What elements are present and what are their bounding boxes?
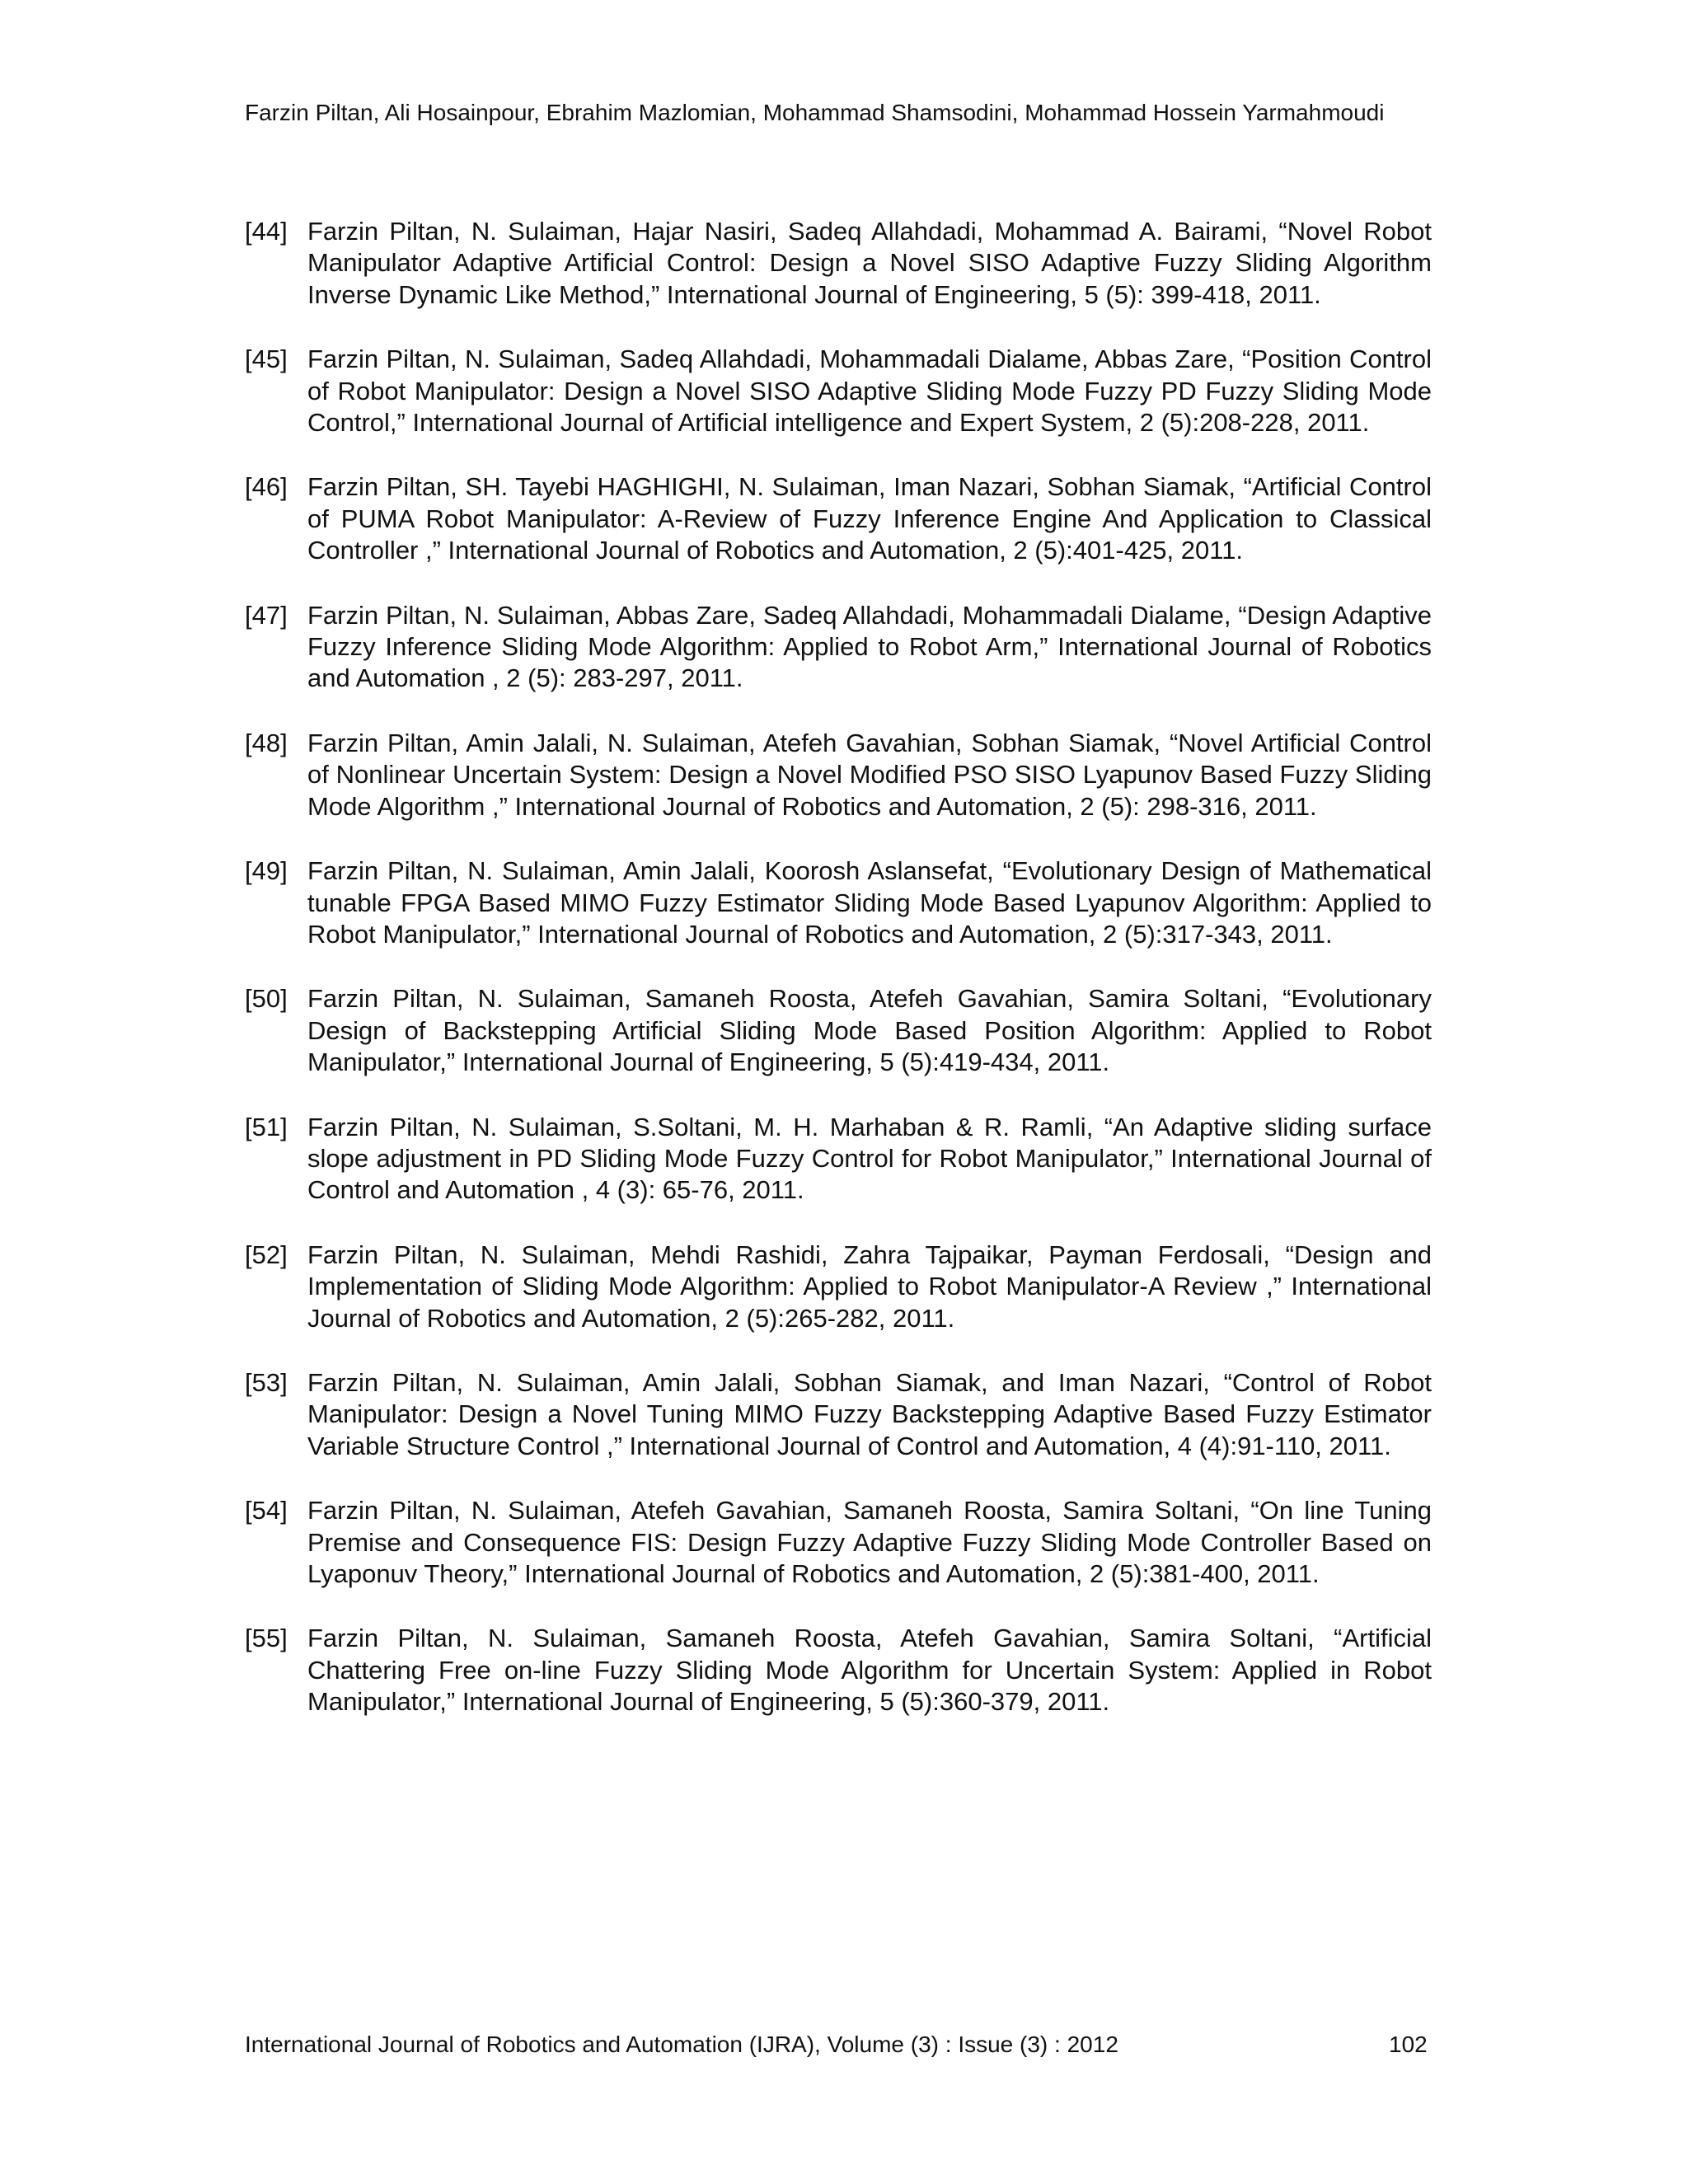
- reference-text: Farzin Piltan, N. Sulaiman, Atefeh Gavahian, Samaneh Roosta, Samira Soltani, “On line Tuning Premise and Consequence FIS: Design Fuzzy Adaptive Fuzzy Sliding Mode Controller Based on Lyaponuv Theory,” International Journal of Robotics and Automation, 2 (5):381-400, 2011.: [307, 1496, 1432, 1588]
- reference-item: [245, 1240, 1432, 1334]
- reference-number: [45]: [245, 344, 288, 374]
- reference-text: Farzin Piltan, N. Sulaiman, Amin Jalali, Koorosh Aslansefat, “Evolutionary Design of Mathematical tunable FPGA Based MIMO Fuzzy Estimator Sliding Mode Based Lyapunov Algorithm: Applied to Robot Manipulator,” International Journal of Robotics and Automation, 2 (5):317-343, 2011.: [307, 856, 1432, 949]
- reference-number: [54]: [245, 1496, 288, 1526]
- reference-item: [245, 1367, 1432, 1462]
- reference-number: [50]: [245, 984, 288, 1014]
- footer-journal-citation: International Journal of Robotics and Automation (IJRA), Volume (3) : Issue (3) : 2012: [245, 2032, 1118, 2057]
- reference-item: [245, 600, 1432, 695]
- reference-text: Farzin Piltan, SH. Tayebi HAGHIGHI, N. Sulaiman, Iman Nazari, Sobhan Siamak, “Artificial Control of PUMA Robot Manipulator: A-Review of Fuzzy Inference Engine And Application to Classical Controller ,” International Journal of Robotics and Automation, 2 (5):401-425, 2011.: [307, 472, 1432, 565]
- reference-item: [245, 1495, 1432, 1590]
- reference-number: [55]: [245, 1624, 288, 1653]
- reference-text: Farzin Piltan, N. Sulaiman, Sadeq Allahdadi, Mohammadali Dialame, Abbas Zare, “Position Control of Robot Manipulator: Design a Novel SISO Adaptive Sliding Mode Fuzzy PD Fuzzy Sliding Mode Control,” International Journal of Artificial intelligence and Expert System, 2 (5):208-228, 2011.: [307, 344, 1432, 438]
- reference-number: [49]: [245, 856, 288, 886]
- reference-item: [245, 855, 1432, 950]
- header-authors: Farzin Piltan, Ali Hosainpour, Ebrahim Mazlomian, Mohammad Shamsodini, Mohammad Hossein Yarmahmoudi: [245, 100, 1385, 125]
- reference-number: [51]: [245, 1112, 288, 1141]
- reference-number: [53]: [245, 1367, 288, 1397]
- reference-text: Farzin Piltan, N. Sulaiman, Mehdi Rashidi, Zahra Tajpaikar, Payman Ferdosali, “Design and Implementation of Sliding Mode Algorithm: Applied to Robot Manipulator-A Review ,” International Journal of Robotics and Automation, 2 (5):265-282, 2011.: [307, 1240, 1432, 1333]
- reference-text: Farzin Piltan, N. Sulaiman, Samaneh Roosta, Atefeh Gavahian, Samira Soltani, “Artificial Chattering Free on-line Fuzzy Sliding Mode Algorithm for Uncertain System: Applied in Robot Manipulator,” International Journal of Engineering, 5 (5):360-379, 2011.: [307, 1624, 1432, 1717]
- reference-number: [52]: [245, 1240, 288, 1269]
- reference-number: [48]: [245, 728, 288, 757]
- reference-text: Farzin Piltan, N. Sulaiman, S.Soltani, M. H. Marhaban & R. Ramli, “An Adaptive sliding surface slope adjustment in PD Sliding Mode Fuzzy Control for Robot Manipulator,” International Journal of Control and Automation , 4 (3): 65-76, 2011.: [307, 1112, 1432, 1205]
- reference-text: Farzin Piltan, N. Sulaiman, Abbas Zare, Sadeq Allahdadi, Mohammadali Dialame, “Design Adaptive Fuzzy Inference Sliding Mode Algorithm: Applied to Robot Arm,” International Journal of Robotics and Automation , 2 (5): 283-297, 2011.: [307, 600, 1432, 693]
- reference-text: Farzin Piltan, N. Sulaiman, Amin Jalali, Sobhan Siamak, and Iman Nazari, “Control of Robot Manipulator: Design a Novel Tuning MIMO Fuzzy Backstepping Adaptive Based Fuzzy Estimator Variable Structure Control ,” International Journal of Control and Automation, 4 (4):91-110, 2011.: [307, 1367, 1432, 1460]
- reference-list: [245, 216, 1432, 1751]
- reference-text: Farzin Piltan, N. Sulaiman, Samaneh Roosta, Atefeh Gavahian, Samira Soltani, “Evolutionary Design of Backstepping Artificial Sliding Mode Based Position Algorithm: Applied to Robot Manipulator,” International Journal of Engineering, 5 (5):419-434, 2011.: [307, 984, 1432, 1077]
- reference-item: [245, 1112, 1432, 1207]
- page-number: 102: [1389, 2032, 1428, 2057]
- reference-item: [245, 471, 1432, 566]
- reference-text: Farzin Piltan, N. Sulaiman, Hajar Nasiri, Sadeq Allahdadi, Mohammad A. Bairami, “Novel Robot Manipulator Adaptive Artificial Control: Design a Novel SISO Adaptive Fuzzy Sliding Algorithm Inverse Dynamic Like Method,” International Journal of Engineering, 5 (5): 399-418, 2011.: [307, 217, 1432, 309]
- reference-item: [245, 983, 1432, 1078]
- reference-item: [245, 1623, 1432, 1718]
- reference-text: Farzin Piltan, Amin Jalali, N. Sulaiman, Atefeh Gavahian, Sobhan Siamak, “Novel Artificial Control of Nonlinear Uncertain System: Design a Novel Modified PSO SISO Lyapunov Based Fuzzy Sliding Mode Algorithm ,” International Journal of Robotics and Automation, 2 (5): 298-316, 2011.: [307, 728, 1432, 821]
- reference-item: [245, 216, 1432, 311]
- reference-item: [245, 344, 1432, 438]
- reference-number: [44]: [245, 217, 288, 246]
- reference-item: [245, 728, 1432, 823]
- reference-number: [46]: [245, 472, 288, 502]
- running-header: [245, 97, 1432, 128]
- reference-number: [47]: [245, 600, 288, 630]
